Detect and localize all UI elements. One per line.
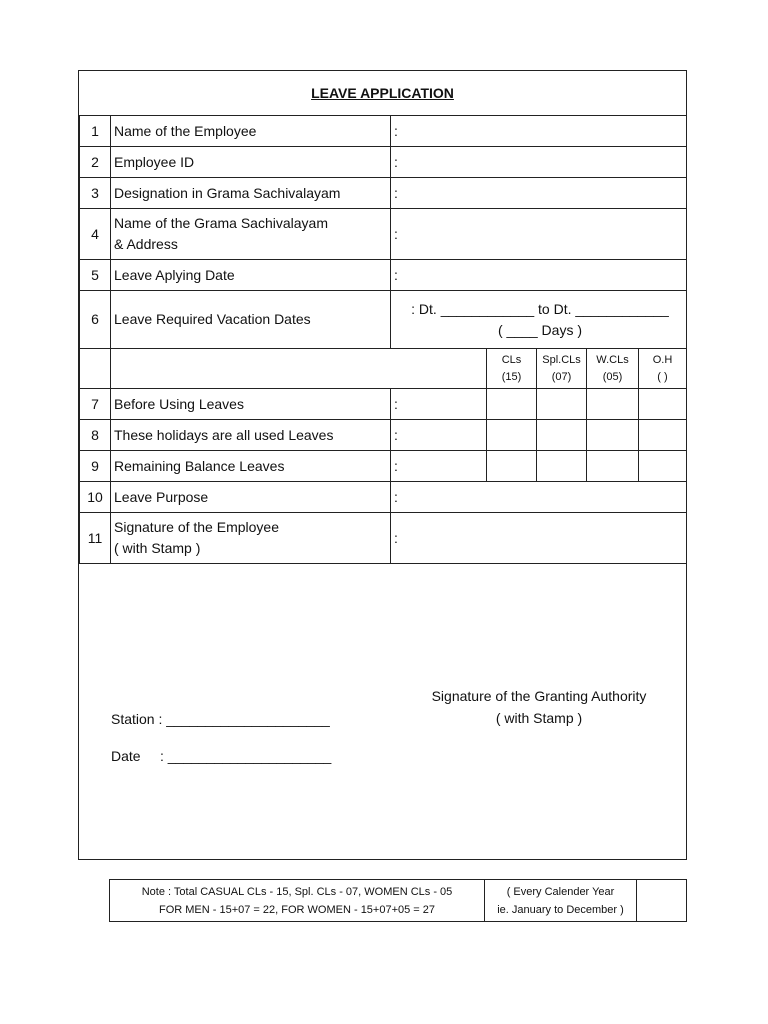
sachivalayam-address-label: Name of the Grama Sachivalayam & Address [110, 208, 391, 260]
row-number: 6 [79, 290, 111, 349]
employee-name-field[interactable]: : [390, 115, 687, 147]
remaining-balance-label: Remaining Balance Leaves [110, 450, 391, 482]
row-number: 1 [79, 115, 111, 147]
leave-application-form [78, 70, 687, 860]
designation-label: Designation in Grama Sachivalayam [110, 177, 391, 209]
used-leaves-field[interactable]: : [390, 419, 487, 451]
date-field[interactable]: Date : _____________________ [111, 748, 332, 764]
designation-field[interactable]: : [390, 177, 687, 209]
row-number: 3 [79, 177, 111, 209]
w-cls-value-cell[interactable] [586, 388, 639, 420]
employee-id-label: Employee ID [110, 146, 391, 178]
before-using-leaves-field[interactable]: : [390, 388, 487, 420]
row-number: 9 [79, 450, 111, 482]
oh-value-cell[interactable] [638, 388, 687, 420]
leave-applying-date-field[interactable]: : [390, 259, 687, 291]
cls-value-cell[interactable] [486, 419, 537, 451]
leave-applying-date-label: Leave Aplying Date [110, 259, 391, 291]
w-cls-value-cell[interactable] [586, 419, 639, 451]
employee-name-label: Name of the Employee [110, 115, 391, 147]
sachivalayam-address-field[interactable]: : [390, 208, 687, 260]
row-number: 5 [79, 259, 111, 291]
form-title: LEAVE APPLICATION [311, 85, 454, 101]
w-cls-value-cell[interactable] [586, 450, 639, 482]
before-using-leaves-label: Before Using Leaves [110, 388, 391, 420]
row-number: 11 [79, 512, 111, 564]
leave-totals-note: Note : Total CASUAL CLs - 15, Spl. CLs - 07, WOMEN CLs - 05 FOR MEN - 15+07 = 22, FOR WOMEN - 15+07+05 = 27 [110, 880, 485, 921]
empty-cell [110, 348, 487, 389]
leave-note-box [109, 879, 687, 922]
employee-id-field[interactable]: : [390, 146, 687, 178]
employee-signature-field[interactable]: : [390, 512, 687, 564]
oh-header: O.H ( ) [638, 348, 687, 389]
cls-header: CLs (15) [486, 348, 537, 389]
used-leaves-label: These holidays are all used Leaves [110, 419, 391, 451]
spl-cls-header: Spl.CLs (07) [536, 348, 587, 389]
cls-value-cell[interactable] [486, 388, 537, 420]
empty-cell [79, 348, 111, 389]
spl-cls-value-cell[interactable] [536, 450, 587, 482]
vacation-dates-field[interactable]: : Dt. ____________ to Dt. ____________ ( ____ Days ) [390, 290, 687, 349]
leave-purpose-field[interactable]: : [390, 481, 687, 513]
row-number: 10 [79, 481, 111, 513]
row-number: 2 [79, 146, 111, 178]
remaining-balance-field[interactable]: : [390, 450, 487, 482]
cls-value-cell[interactable] [486, 450, 537, 482]
empty-note-cell [637, 880, 686, 921]
row-number: 4 [79, 208, 111, 260]
w-cls-header: W.CLs (05) [586, 348, 639, 389]
station-field[interactable]: Station : _____________________ [111, 711, 330, 727]
oh-value-cell[interactable] [638, 419, 687, 451]
row-number: 7 [79, 388, 111, 420]
row-number: 8 [79, 419, 111, 451]
employee-signature-label: Signature of the Employee ( with Stamp ) [110, 512, 391, 564]
leave-purpose-label: Leave Purpose [110, 481, 391, 513]
calendar-year-note: ( Every Calender Year ie. January to December ) [485, 880, 637, 921]
vacation-dates-label: Leave Required Vacation Dates [110, 290, 391, 349]
spl-cls-value-cell[interactable] [536, 388, 587, 420]
granting-authority-signature: Signature of the Granting Authority ( with Stamp ) [431, 688, 647, 726]
oh-value-cell[interactable] [638, 450, 687, 482]
spl-cls-value-cell[interactable] [536, 419, 587, 451]
